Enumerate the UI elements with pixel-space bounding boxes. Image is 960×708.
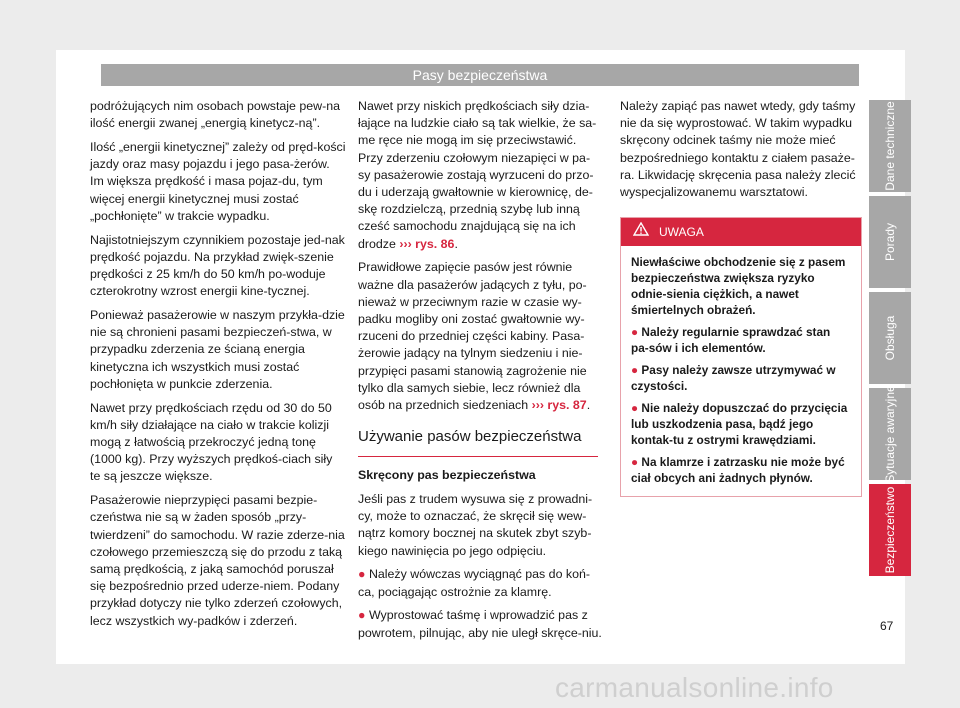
tab-label: Obsługa [883, 315, 897, 361]
paragraph: podróżujących nim osobach powstaje pew-na ilość energii zwanej „energią kinetycz-ną”. [90, 99, 341, 131]
paragraph-text: Nawet przy niskich prędkościach siły dzia-łające na ludzkie ciało są tak wielkie, że sa-me ręce nie mogą im się przeciwstawić. Przy zderzeniu czołowym niezapięci w pa-sy pasażerowie zostają wyrzuceni do przo-du i uderzają gwałtownie w kierownicę, de-skę rozdzielczą, przednią szybę lub inną cześć samochodu znajdującą się na ich drodze [358, 99, 597, 251]
warning-item-text: Na klamrze i zatrzasku nie może być ciał obcych ani żadnych płynów. [631, 455, 845, 486]
warning-header [621, 218, 861, 246]
paragraph: Prawidłowe zapięcie pasów jest równie ważne dla pasażerów jadących z tyłu, po-nieważ w przeciwnym razie w czasie wy-padku mogliby oni zostać gwałtownie wy-rzuceni do przedniej części kabiny. Pasa-żerowie jadący na tylnym siedzeniu i nie-przypięci pasami stanowią zagrożenie nie tylko dla samych siebie, lecz również dla osób na przednich siedzeniach ››› rys. 87. [358, 260, 591, 413]
warning-item [631, 400, 851, 448]
warning-item [631, 362, 851, 394]
page-header: Pasy bezpieczeństwa [101, 64, 859, 86]
tab-porady[interactable] [869, 196, 911, 288]
tab-label: Sytuacje awaryjne [883, 385, 897, 483]
paragraph: Należy zapiąć pas nawet wtedy, gdy taśmy nie da się wyprostować. W takim wypadku skręcony odcinek taśmy nie może mieć bezpośredniego kontaktu z ciałem pasaże-ra. Likwidację skręcenia pasa należy zlecić wyspecjalizowanemu warsztatowi. [620, 99, 856, 200]
figure-reference-link[interactable]: ››› rys. 86 [399, 236, 455, 251]
bullet-text: Wyprostować taśmę i wprowadzić pas z powrotem, pilnując, aby nie uległ skręce-niu. [358, 608, 602, 640]
warning-triangle-icon [633, 218, 649, 246]
column-3 [620, 98, 862, 497]
column-1 [90, 98, 346, 636]
paragraph: Nawet przy niskich prędkościach siły dzia-łające na ludzkie ciało są tak wielkie, że sa-me ręce nie mogą im się przeciwstawić. Przy zderzeniu czołowym niezapięci w pa-sy pasażerowie zostają wyrzuceni do przo-du i uderzają gwałtownie w kierownicę, de-skę rozdzielczą, przednią szybę lub inną cześć samochodu znajdującą się na ich drodze ››› rys. 86. [358, 99, 597, 251]
warning-item-text: Pasy należy zawsze utrzymywać w czystości. [631, 363, 836, 394]
warning-intro: Niewłaściwe obchodzenie się z pasem bezpieczeństwa zwiększa ryzyko odnie-sienia ciężkich, a nawet śmiertelnych obrażeń. [631, 255, 846, 318]
tab-label: Dane techniczne [883, 101, 897, 191]
tab-dane-techniczne[interactable] [869, 100, 911, 192]
tab-label: Porady [883, 222, 897, 262]
tab-label: Bezpieczeństwo [883, 486, 897, 574]
paragraph: Ilość „energii kinetycznej” zależy od pręd-kości jazdy oraz masy pojazdu i jego pasa-żerów. Im większa prędkość i masa pojaz-du, tym więcej energii kinetycznej musi zostać „pochłonięte” w trakcie wypadku. [90, 140, 346, 223]
page-number: 67 [880, 619, 894, 633]
paragraph: Jeśli pas z trudem wysuwa się z prowadni-cy, może to oznaczać, że skręcił się wew-nątrz komory bocznej na skutek zbyt szyb-kiego nawinięcia po jego odpięciu. [358, 492, 593, 558]
warning-item-text: Nie należy dopuszczać do przycięcia lub uszkodzenia pasa, bądź jego kontak-tu z ostrymi krawędziami. [631, 401, 848, 448]
watermark: carmanualsonline.info [555, 672, 834, 703]
paragraph: Najistotniejszym czynnikiem pozostaje jed-nak prędkość pojazdu. Na przykład zwięk-szenie prędkości z 25 km/h do 50 km/h po-woduje czterokrotny wzrost energii kine-tycznej. [90, 232, 345, 299]
bullet-item [358, 566, 602, 600]
figure-reference-link[interactable]: ››› rys. 87 [531, 398, 587, 413]
bullet-icon: ● [358, 567, 366, 582]
bullet-text: Należy wówczas wyciągnąć pas do koń-ca, pociągając ostrożnie za klamrę. [358, 567, 591, 599]
column-2 [358, 98, 602, 648]
tab-obsluga[interactable] [869, 292, 911, 384]
paragraph-text: Prawidłowe zapięcie pasów jest równie ważne dla pasażerów jadących z tyłu, po-nieważ w przeciwnym razie w czasie wy-padku mogliby oni zostać gwałtownie wy-rzuceni do przedniej części kabiny. Pasa-żerowie jadący na tylnym siedzeniu i nie-przypięci pasami stanowią zagrożenie nie tylko dla samych siebie, lecz również dla osób na przednich siedzeniach [358, 260, 587, 413]
warning-body [621, 246, 861, 496]
bullet-icon: ● [631, 455, 639, 470]
section-title: Używanie pasów bezpieczeństwa [358, 427, 598, 457]
bullet-icon: ● [358, 608, 366, 623]
paragraph: Pasażerowie nieprzypięci pasami bezpie-czeństwa nie są w żaden sposób „przy-twierdzeni” do samochodu. W razie zderze-nia czołowego przemieszczą się do przodu z taką samą prędkością, z jaką samochód poruszał się bezpośrednio przed uderze-niem. Podany przykład dotyczy nie tylko zderzeń czołowych, lecz wszystkich wy-padków i zderzeń. [90, 493, 345, 628]
bullet-icon: ● [631, 401, 639, 416]
bullet-icon: ● [631, 363, 639, 378]
subsection-title: Skręcony pas bezpieczeństwa [358, 468, 536, 483]
warning-item [631, 454, 851, 486]
warning-title: UWAGA [659, 225, 704, 240]
tab-sytuacje-awaryjne[interactable] [869, 385, 911, 483]
chapter-tabs [869, 100, 911, 580]
tab-bezpieczenstwo[interactable] [869, 484, 911, 576]
bullet-icon: ● [631, 325, 639, 340]
warning-box [620, 217, 862, 497]
warning-item [631, 324, 851, 356]
paragraph: Nawet przy prędkościach rzędu od 30 do 50 km/h siły działające na ciało w trakcie kolizji mogą z łatwością przekroczyć jedną tonę (1000 kg). Przy wyższych prędkoś-ciach siły te są jeszcze większe. [90, 400, 333, 484]
bullet-item [358, 607, 602, 641]
paragraph: Ponieważ pasażerowie w naszym przykła-dzie nie są chronieni pasami bezpieczeń-stwa, w przypadku zderzenia ze ścianą energia kinetyczna ich wszystkich musi zostać pochłonięta w punkcie zderzenia. [90, 308, 345, 391]
warning-item-text: Należy regularnie sprawdzać stan pa-sów i ich elementów. [631, 325, 831, 356]
